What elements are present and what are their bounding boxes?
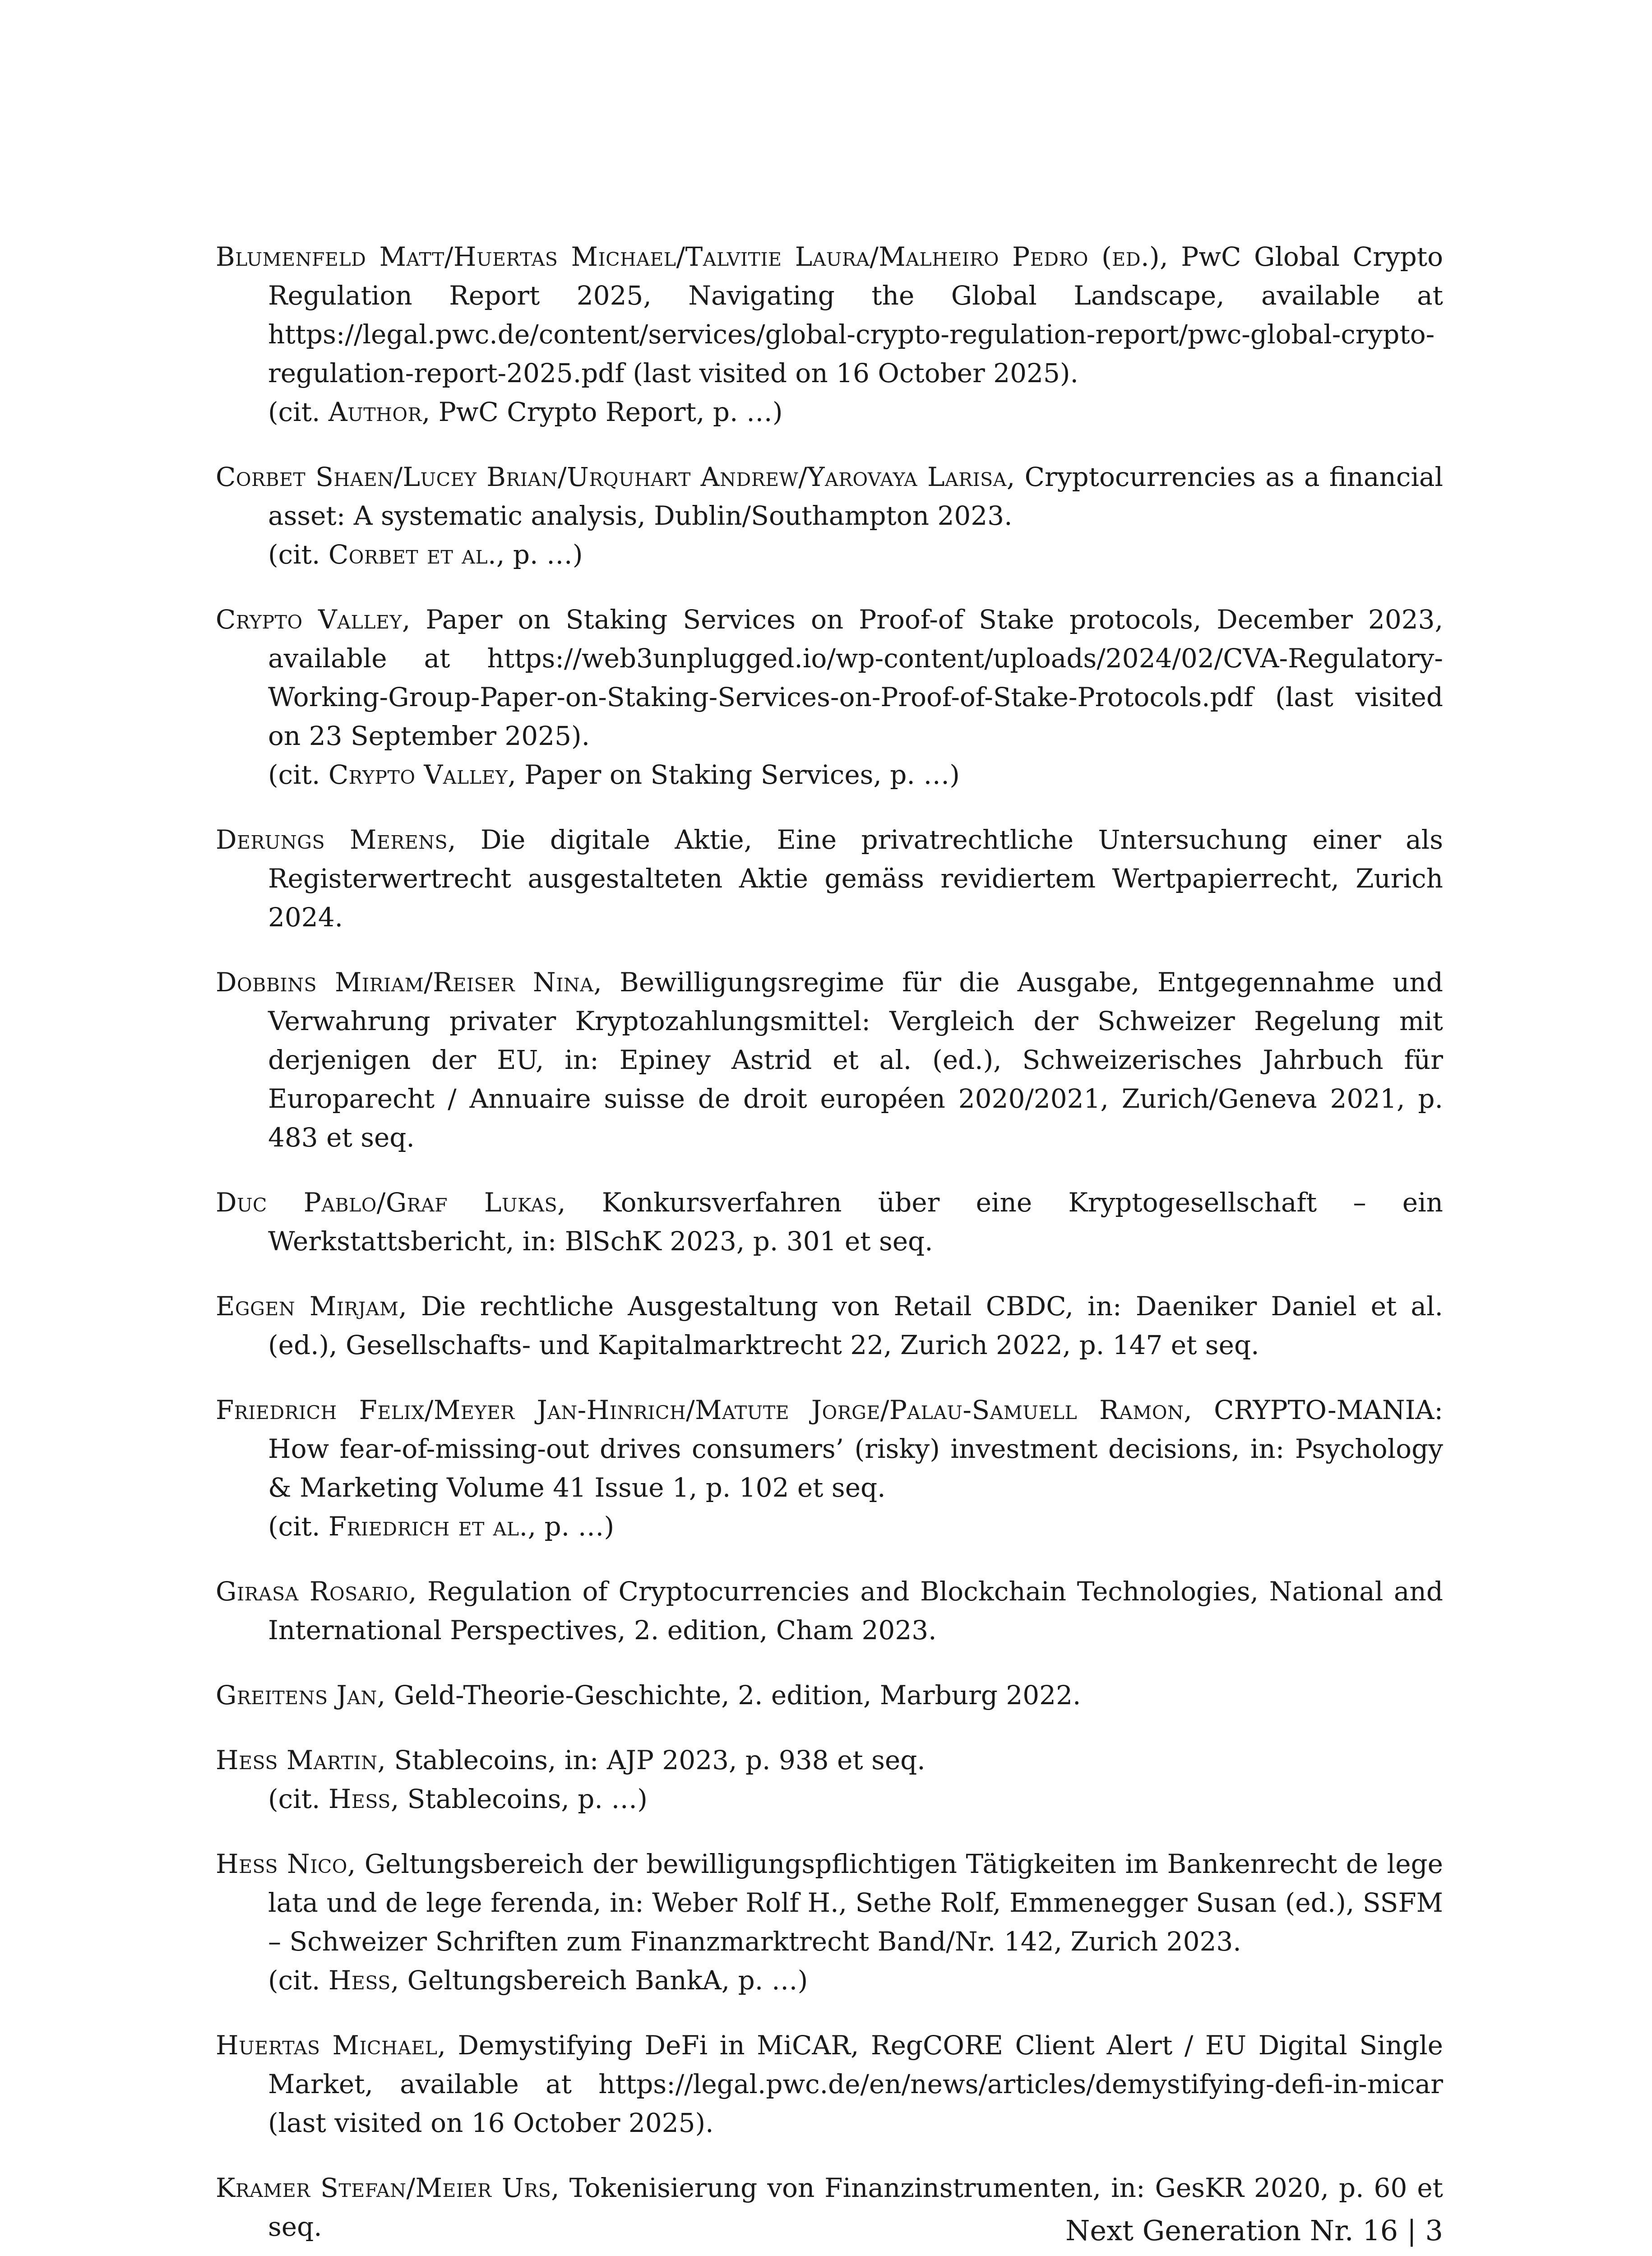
entry-text: , Regulation of Cryptocurrencies and Blockchain Technologies, National and International Perspectives, 2. edition, Cham 2023. — [268, 1576, 1443, 1646]
bibliography-entry — [216, 1287, 1443, 1364]
entry-author: Friedrich Felix/Meyer Jan-Hinrich/Matute Jorge/Palau-Samuell Ramon — [216, 1395, 1184, 1425]
citation-prefix: (cit. — [268, 1511, 329, 1542]
entry-author: Blumenfeld Matt/Huertas Michael/Talvitie Laura/Malheiro Pedro (ed.) — [216, 241, 1160, 272]
entry-author: Hess Martin — [216, 1745, 378, 1775]
citation-prefix: (cit. — [268, 397, 329, 427]
entry-author: Girasa Rosario — [216, 1576, 408, 1607]
citation-suffix: , Paper on Staking Services, p. …) — [508, 759, 960, 790]
entry-citation — [268, 535, 1443, 574]
entry-text: , PwC Global Crypto Regulation Report 2025, Navigating the Global Landscape, available at https://legal.pwc.de/content/services/global-crypto-regulation-report/pwc-global-crypto-regulation-report-2025.pdf (last visited on 16 October 2025). — [268, 241, 1444, 388]
entry-text: , Geltungsbereich der bewilligungspflichtigen Tätigkeiten im Bankenrecht de lege lata und de lege ferenda, in: Weber Rolf H., Sethe Rolf, Emmenegger Susan (ed.), SSFM – Schweizer Schriften zum Finanzmarktrecht Band/Nr. 142, Zurich 2023. — [268, 1849, 1443, 1957]
entry-text: , Paper on Staking Services on Proof-of Stake protocols, December 2023, available at https://web3unplugged.io/wp-content/uploads/2024/02/CVA-Regulatory-Working-Group-Paper-on-Staking-Services-on-Proof-of-Stake-Protocols.pdf (last visited on 23 September 2025). — [268, 604, 1444, 751]
citation-suffix: , Geltungsbereich BankA, p. …) — [390, 1965, 808, 1996]
citation-author: Hess — [328, 1784, 391, 1814]
citation-suffix: , p. …) — [496, 539, 583, 570]
entry-text: , CRYPTO-MANIA: How fear-of-missing-out drives consumers’ (risky) investment decisions, in: Psychology & Marketing Volume 41 Issue 1, p. 102 et seq. — [268, 1395, 1443, 1503]
bibliography-entry — [216, 1676, 1443, 1715]
citation-author: Corbet et al. — [328, 539, 497, 570]
entry-text: , Die rechtliche Ausgestaltung von Retail CBDC, in: Daeniker Daniel et al. (ed.), Gesellschafts- und Kapitalmarktrecht 22, Zurich 2022, p. 147 et seq. — [268, 1291, 1443, 1360]
entry-author: Eggen Mirjam — [216, 1291, 399, 1322]
citation-prefix: (cit. — [268, 759, 329, 790]
entry-author: Huertas Michael — [216, 2030, 438, 2061]
entry-text: , Geld-Theorie-Geschichte, 2. edition, Marburg 2022. — [377, 1680, 1081, 1710]
bibliography-list — [216, 211, 1443, 2256]
entry-author: Duc Pablo/Graf Lukas — [216, 1187, 558, 1218]
citation-author: Author — [328, 397, 422, 427]
citation-author: Friedrich et al. — [328, 1511, 528, 1542]
entry-author: Greitens Jan — [216, 1680, 377, 1710]
bibliography-entry — [216, 1572, 1443, 1650]
bibliography-entry — [216, 963, 1443, 1157]
page-footer: Next Generation Nr. 16 | 3 — [1065, 2214, 1443, 2247]
entry-author: Kramer Stefan/Meier Urs — [216, 2173, 551, 2203]
entry-citation — [268, 1961, 1443, 2000]
entry-text: , Cryptocurrencies as a financial asset: A systematic analysis, Dublin/Southampton 2023. — [268, 462, 1443, 531]
entry-citation — [268, 393, 1443, 431]
citation-prefix: (cit. — [268, 1965, 329, 1996]
bibliography-entry — [216, 1741, 1443, 1818]
entry-text: , Tokenisierung von Finanzinstrumenten, in: GesKR 2020, p. 60 et seq. — [268, 2173, 1443, 2242]
bibliography-entry — [216, 600, 1443, 794]
citation-suffix: , Stablecoins, p. …) — [390, 1784, 648, 1814]
entry-author: Derungs Merens — [216, 824, 448, 855]
citation-suffix: , p. …) — [528, 1511, 615, 1542]
citation-prefix: (cit. — [268, 1784, 329, 1814]
citation-suffix: , PwC Crypto Report, p. …) — [421, 397, 783, 427]
entry-author: Dobbins Miriam/Reiser Nina — [216, 967, 594, 998]
entry-citation — [268, 1507, 1443, 1546]
entry-author: Hess Nico — [216, 1849, 347, 1879]
entry-text: , Bewilligungsregime für die Ausgabe, Entgegennahme und Verwahrung privater Kryptozahlungsmittel: Vergleich der Schweizer Regelung mit derjenigen der EU, in: Epiney Astrid et al. (ed.), Schweizerisches Jahrbuch für Europarecht / Annuaire suisse de droit européen 2020/2021, Zurich/Geneva 2021, p. 483 et seq. — [268, 967, 1444, 1153]
citation-author: Crypto Valley — [328, 759, 508, 790]
bibliography-entry — [216, 237, 1443, 431]
entry-text: , Stablecoins, in: AJP 2023, p. 938 et seq. — [377, 1745, 925, 1775]
bibliography-entry — [216, 2026, 1443, 2142]
bibliography-entry — [216, 458, 1443, 574]
citation-prefix: (cit. — [268, 539, 329, 570]
entry-text: , Die digitale Aktie, Eine privatrechtliche Untersuchung einer als Registerwertrecht ausgestalteten Aktie gemäss revidiertem Wertpapierrecht, Zurich 2024. — [268, 824, 1443, 933]
entry-text: , Demystifying DeFi in MiCAR, RegCORE Client Alert / EU Digital Single Market, available at https://legal.pwc.de/en/news/articles/demystifying-defi-in-micar (last visited on 16 October 2025). — [268, 2030, 1443, 2138]
citation-author: Hess — [328, 1965, 391, 1996]
entry-text: , Konkursverfahren über eine Kryptogesellschaft – ein Werkstattsbericht, in: BlSchK 2023, p. 301 et seq. — [268, 1187, 1443, 1257]
entry-author: Crypto Valley — [216, 604, 402, 635]
entry-author: Corbet Shaen/Lucey Brian/Urquhart Andrew/Yarovaya Larisa — [216, 462, 1007, 492]
bibliography-entry — [216, 1845, 1443, 2000]
bibliography-entry — [216, 1391, 1443, 1546]
entry-citation — [268, 755, 1443, 794]
bibliography-entry — [216, 1183, 1443, 1261]
bibliography-entry — [216, 820, 1443, 937]
entry-citation — [268, 1780, 1443, 1818]
